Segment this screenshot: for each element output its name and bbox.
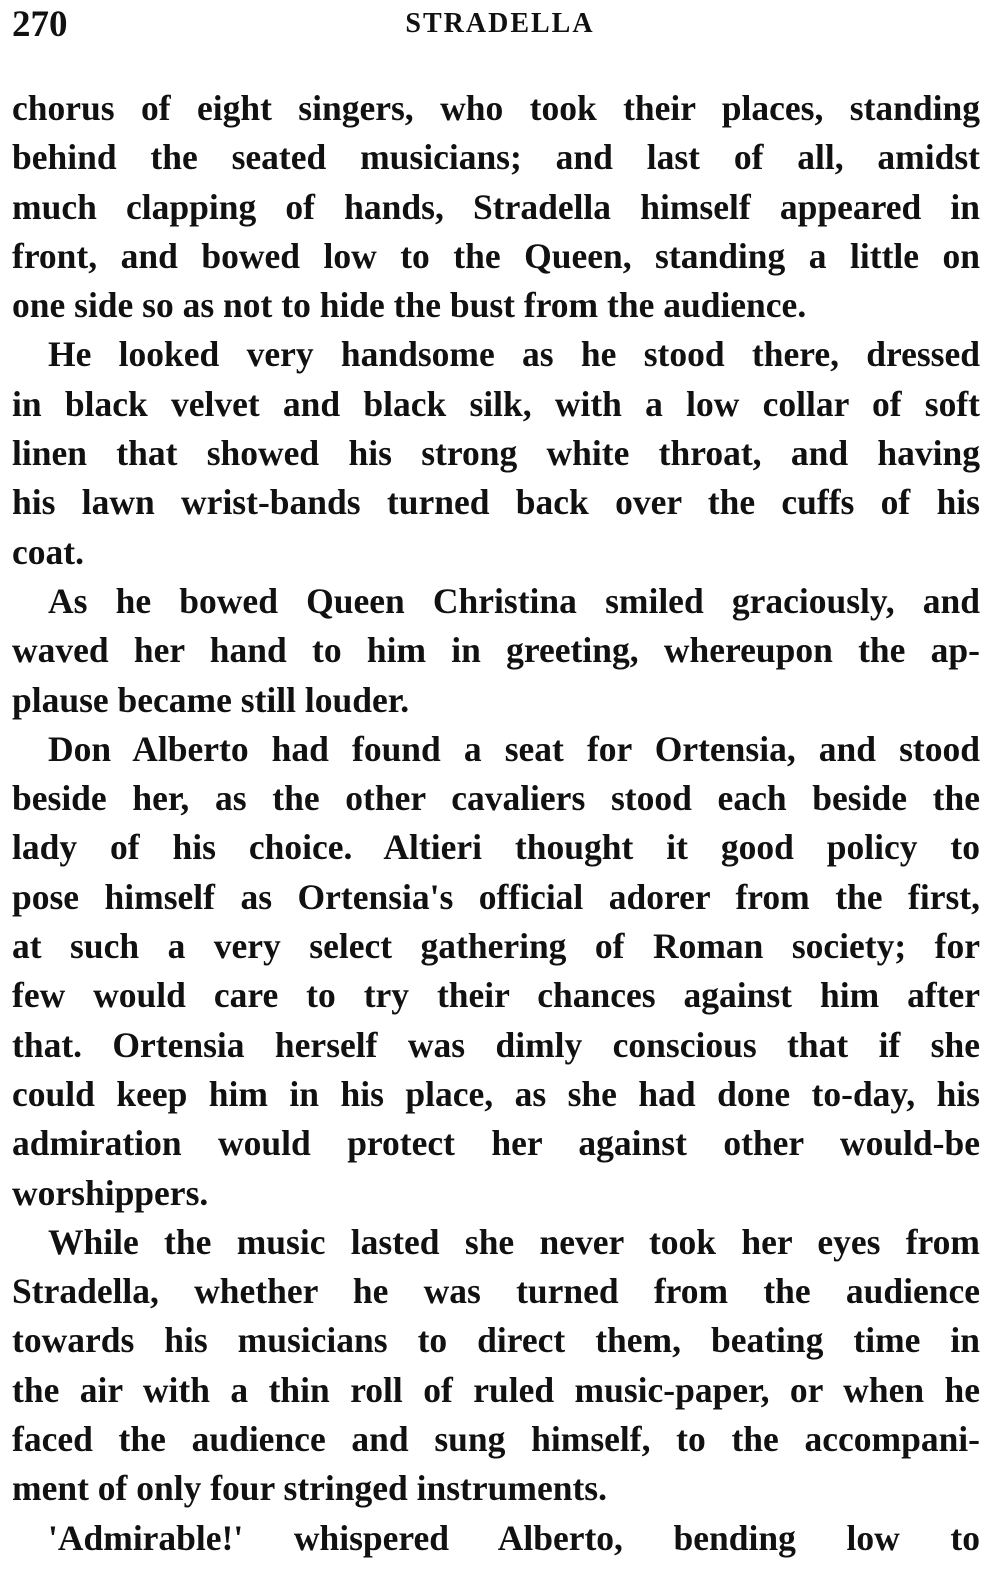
text-line: admiration would protect her against other would-be	[12, 1123, 980, 1164]
text-line: much clapping of hands, Stradella himself appeared in	[12, 186, 980, 227]
text-line: Don Alberto had found a seat for Ortensia, and stood	[48, 728, 980, 769]
text-line: at such a very select gathering of Roman society; for	[12, 926, 980, 967]
text-line: his lawn wrist-bands turned back over the cuffs of his	[12, 482, 980, 523]
text-line: faced the audience and sung himself, to the accompani-	[12, 1419, 980, 1460]
text-line: As he bowed Queen Christina smiled graciously, and	[48, 580, 980, 621]
text-line: worshippers.	[12, 1172, 209, 1213]
text-line: plause became still louder.	[12, 679, 410, 720]
text-line: front, and bowed low to the Queen, standing a little on	[12, 235, 980, 276]
text-line: few would care to try their chances against him after	[12, 975, 980, 1016]
text-line: pose himself as Ortensia's official adorer from the first,	[12, 876, 980, 917]
text-line: could keep him in his place, as she had done to-day, his	[12, 1073, 980, 1114]
text-line: beside her, as the other cavaliers stood each beside the	[12, 778, 980, 819]
text-line: the air with a thin roll of ruled music-paper, or when he	[12, 1369, 980, 1410]
text-line: waved her hand to him in greeting, whereupon the ap-	[12, 630, 980, 671]
text-line: While the music lasted she never took her eyes from	[48, 1221, 980, 1262]
text-line: towards his musicians to direct them, beating time in	[12, 1320, 980, 1361]
page-number: 270	[12, 4, 68, 45]
text-line: chorus of eight singers, who took their places, standing	[12, 88, 980, 128]
body-text	[12, 84, 980, 1563]
running-head: STRADELLA	[405, 8, 595, 39]
text-line: Stradella, whether he was turned from the audience	[12, 1271, 980, 1312]
text-line: ment of only four stringed instruments.	[12, 1468, 607, 1509]
text-line: one side so as not to hide the bust from the audience.	[12, 285, 807, 326]
text-line: linen that showed his strong white throat, and having	[12, 433, 980, 474]
text-line: lady of his choice. Altieri thought it good policy to	[12, 827, 980, 868]
text-line: in black velvet and black silk, with a low collar of soft	[12, 383, 980, 424]
text-line: behind the seated musicians; and last of all, amidst	[12, 137, 980, 178]
text-line: coat.	[12, 531, 84, 572]
text-line: that. Ortensia herself was dimly conscious that if she	[12, 1024, 980, 1065]
text-line: 'Admirable!' whispered Alberto, bending low to	[48, 1517, 980, 1558]
text-line: He looked very handsome as he stood there, dressed	[48, 334, 980, 375]
